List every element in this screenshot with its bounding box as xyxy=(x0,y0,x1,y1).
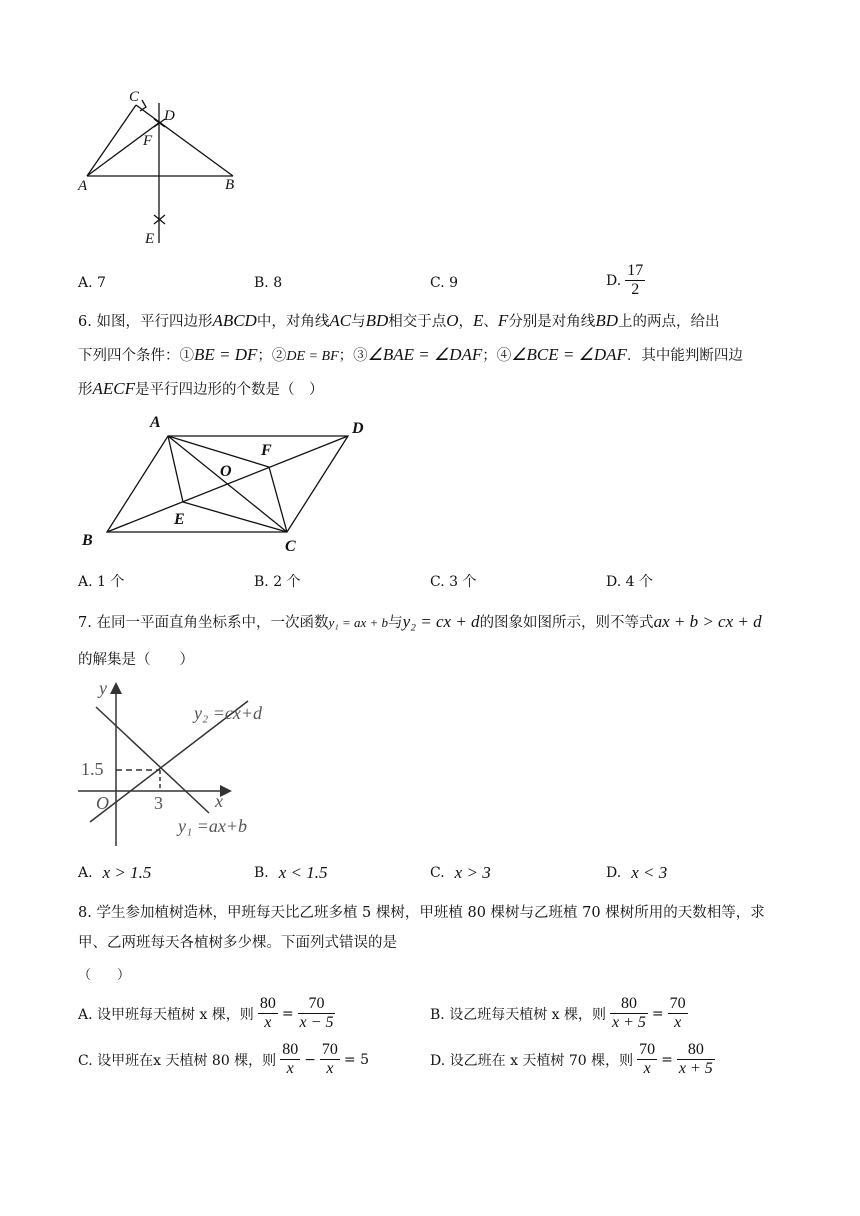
segment-fc xyxy=(269,467,287,532)
q5-option-d-numerator: 17 xyxy=(627,262,644,279)
label-d: D xyxy=(164,108,175,124)
q7-text: 与 xyxy=(388,615,403,631)
q6-bd: BD xyxy=(595,311,618,330)
q7-option-d-value: x < 3 xyxy=(631,863,668,882)
q8-option-d[interactable] xyxy=(430,1041,715,1078)
q6-text: 6. 如图，平行四边形 xyxy=(78,314,213,330)
q6-abcd: ABCD xyxy=(212,311,257,330)
q6-text: 分别是对角线 xyxy=(508,314,596,330)
label-o: O xyxy=(220,463,232,480)
equals-sign: = xyxy=(661,1051,673,1068)
equals-sign: = xyxy=(281,1005,294,1022)
fraction xyxy=(258,995,278,1032)
q6-aecf: AECF xyxy=(92,379,135,398)
label-f: F xyxy=(143,133,153,149)
denominator: x + 5 xyxy=(678,1060,713,1077)
q6-line-1 xyxy=(78,311,719,332)
q6-condition-2: DE = BF xyxy=(286,349,339,364)
q5-option-d-denominator: 2 xyxy=(631,281,640,298)
segment-ec xyxy=(183,502,287,532)
denominator: x − 5 xyxy=(299,1014,334,1031)
q8-option-c-text: C. 设甲班在x 天植树 80 棵，则 xyxy=(78,1052,277,1069)
equals-five: = 5 xyxy=(343,1051,370,1068)
denominator: x xyxy=(326,1060,334,1077)
fraction xyxy=(280,1041,300,1078)
denominator: x + 5 xyxy=(611,1014,646,1031)
q6-o: O xyxy=(446,311,459,330)
label-b: B xyxy=(82,532,93,549)
q7-inequality: ax + b > cx + d xyxy=(653,612,762,631)
q8-option-c[interactable] xyxy=(78,1041,369,1078)
q7-option-d-prefix: D. xyxy=(606,865,622,881)
fraction xyxy=(677,1041,715,1078)
label-tick-y: 1.5 xyxy=(81,759,104,779)
q6-figure xyxy=(76,410,376,560)
q6-line-3 xyxy=(78,379,324,400)
q5-option-b[interactable]: B. 8 xyxy=(254,275,283,291)
label-tick-x: 3 xyxy=(154,793,163,813)
label-a: A xyxy=(150,414,161,431)
q6-text: 是平行四边形的个数是（ ） xyxy=(135,382,324,398)
q6-text: 相交于点 xyxy=(388,314,447,330)
label-c: C xyxy=(285,538,296,555)
q7-line-1 xyxy=(78,612,762,633)
q8-line-2: 甲、乙两班每天各植树多少棵。下面列式错误的是 xyxy=(78,935,397,951)
denominator: x xyxy=(286,1060,294,1077)
q6-text: 、 xyxy=(483,314,498,330)
q8-option-d-text: D. 设乙班在 x 天植树 70 棵，则 xyxy=(430,1052,634,1069)
q8-option-a[interactable] xyxy=(78,995,335,1032)
q7-option-a-prefix: A. xyxy=(78,865,93,881)
q6-option-c[interactable]: C. 3 个 xyxy=(430,574,477,590)
label-f: F xyxy=(261,442,272,459)
fraction xyxy=(320,1041,340,1078)
numerator: 70 xyxy=(639,1041,656,1058)
q5-figure xyxy=(70,85,260,255)
q7-option-a[interactable] xyxy=(78,863,151,883)
q7-option-c-value: x > 3 xyxy=(454,863,491,882)
denominator: x xyxy=(643,1060,651,1077)
q6-text: ， xyxy=(458,314,474,330)
q6-text: ．其中能判断四边 xyxy=(626,348,743,364)
numerator: 70 xyxy=(669,995,686,1012)
q8-line-3: （ ） xyxy=(78,968,131,983)
q6-text: 上的两点，给出 xyxy=(617,314,720,330)
segment-af xyxy=(168,436,269,467)
minus-sign: − xyxy=(304,1051,316,1068)
q6-text: 中，对角线 xyxy=(256,314,330,330)
q6-text: 形 xyxy=(78,382,93,398)
q5-option-d[interactable] xyxy=(606,262,645,299)
denominator: x xyxy=(264,1014,272,1031)
label-x: x xyxy=(215,791,223,811)
q5-option-c[interactable]: C. 9 xyxy=(430,275,459,291)
label-origin: O xyxy=(96,793,109,813)
q7-option-c-prefix: C. xyxy=(430,865,445,881)
q7-text: 7. 在同一平面直角坐标系中，一次函数 xyxy=(78,615,329,631)
q7-function-1: y₁ = ax + b xyxy=(328,615,389,630)
fraction xyxy=(298,995,336,1032)
q7-option-b[interactable] xyxy=(254,863,328,883)
label-a: A xyxy=(78,178,88,194)
q7-graph xyxy=(76,676,286,848)
diagonal-bd xyxy=(107,436,348,532)
label-y1: y₁ =ax+b xyxy=(178,816,248,836)
fraction xyxy=(668,995,688,1032)
numerator: 70 xyxy=(298,995,336,1014)
q6-option-d[interactable]: D. 4 个 xyxy=(606,574,653,590)
q7-option-c[interactable] xyxy=(430,863,491,883)
q6-text: 与 xyxy=(351,314,366,330)
q7-option-b-value: x < 1.5 xyxy=(278,863,328,882)
q7-option-d[interactable] xyxy=(606,863,667,883)
q6-condition-1: BE = DF xyxy=(194,345,258,364)
q7-text: 的图象如图所示，则不等式 xyxy=(479,615,654,631)
label-e: E xyxy=(145,231,155,247)
line-y1 xyxy=(96,707,209,813)
numerator: 80 xyxy=(259,995,276,1012)
q8-option-b-text: B. 设乙班每天植树 x 棵，则 xyxy=(430,1006,606,1023)
q6-text: ；③ xyxy=(338,348,368,364)
q6-option-b[interactable]: B. 2 个 xyxy=(254,574,301,590)
denominator: x xyxy=(674,1014,682,1031)
q8-option-b[interactable] xyxy=(430,995,688,1032)
numerator: 70 xyxy=(321,1041,338,1058)
q6-option-a[interactable]: A. 1 个 xyxy=(78,574,125,590)
numerator: 80 xyxy=(282,1041,299,1058)
q7-option-b-prefix: B. xyxy=(254,865,269,881)
label-e: E xyxy=(174,511,185,528)
fraction xyxy=(610,995,648,1032)
segment-ac xyxy=(87,105,136,176)
q6-condition-4: ∠BCE = ∠DAF xyxy=(511,345,627,364)
segment-ad xyxy=(87,122,160,176)
q5-option-a[interactable]: A. 7 xyxy=(78,275,106,291)
label-y2: y₂ =cx+d xyxy=(194,703,263,723)
label-b: B xyxy=(225,177,235,193)
q6-f: F xyxy=(497,311,509,330)
label-d: D xyxy=(352,420,364,437)
label-c: C xyxy=(129,89,140,105)
q6-bd: BD xyxy=(365,311,389,330)
q5-option-d-prefix: D. xyxy=(606,272,622,289)
q7-option-a-value: x > 1.5 xyxy=(102,863,152,882)
q6-line-2 xyxy=(78,345,743,367)
q5-option-d-fraction xyxy=(625,262,645,299)
q8-line-1: 8. 学生参加植树造林，甲班每天比乙班多植 5 棵树，甲班植 80 棵树与乙班植 70 棵树所用的天数相等，求 xyxy=(78,905,765,921)
q6-text: ；② xyxy=(257,348,287,364)
numerator: 80 xyxy=(677,1041,715,1060)
q6-text: ；④ xyxy=(482,348,512,364)
fraction xyxy=(637,1041,657,1078)
q6-e: E xyxy=(473,311,484,330)
numerator: 80 xyxy=(610,995,648,1014)
q6-condition-3: ∠BAE = ∠DAF xyxy=(367,345,483,364)
q6-ac: AC xyxy=(329,311,352,330)
q7-line-2: 的解集是（ ） xyxy=(78,652,194,668)
label-y: y xyxy=(99,678,107,698)
q6-text: 下列四个条件：① xyxy=(78,348,194,364)
equals-sign: = xyxy=(651,1005,664,1022)
q7-function-2: y₂ = cx + d xyxy=(402,612,480,631)
q8-option-a-text: A. 设甲班每天植树 x 棵，则 xyxy=(78,1006,254,1023)
